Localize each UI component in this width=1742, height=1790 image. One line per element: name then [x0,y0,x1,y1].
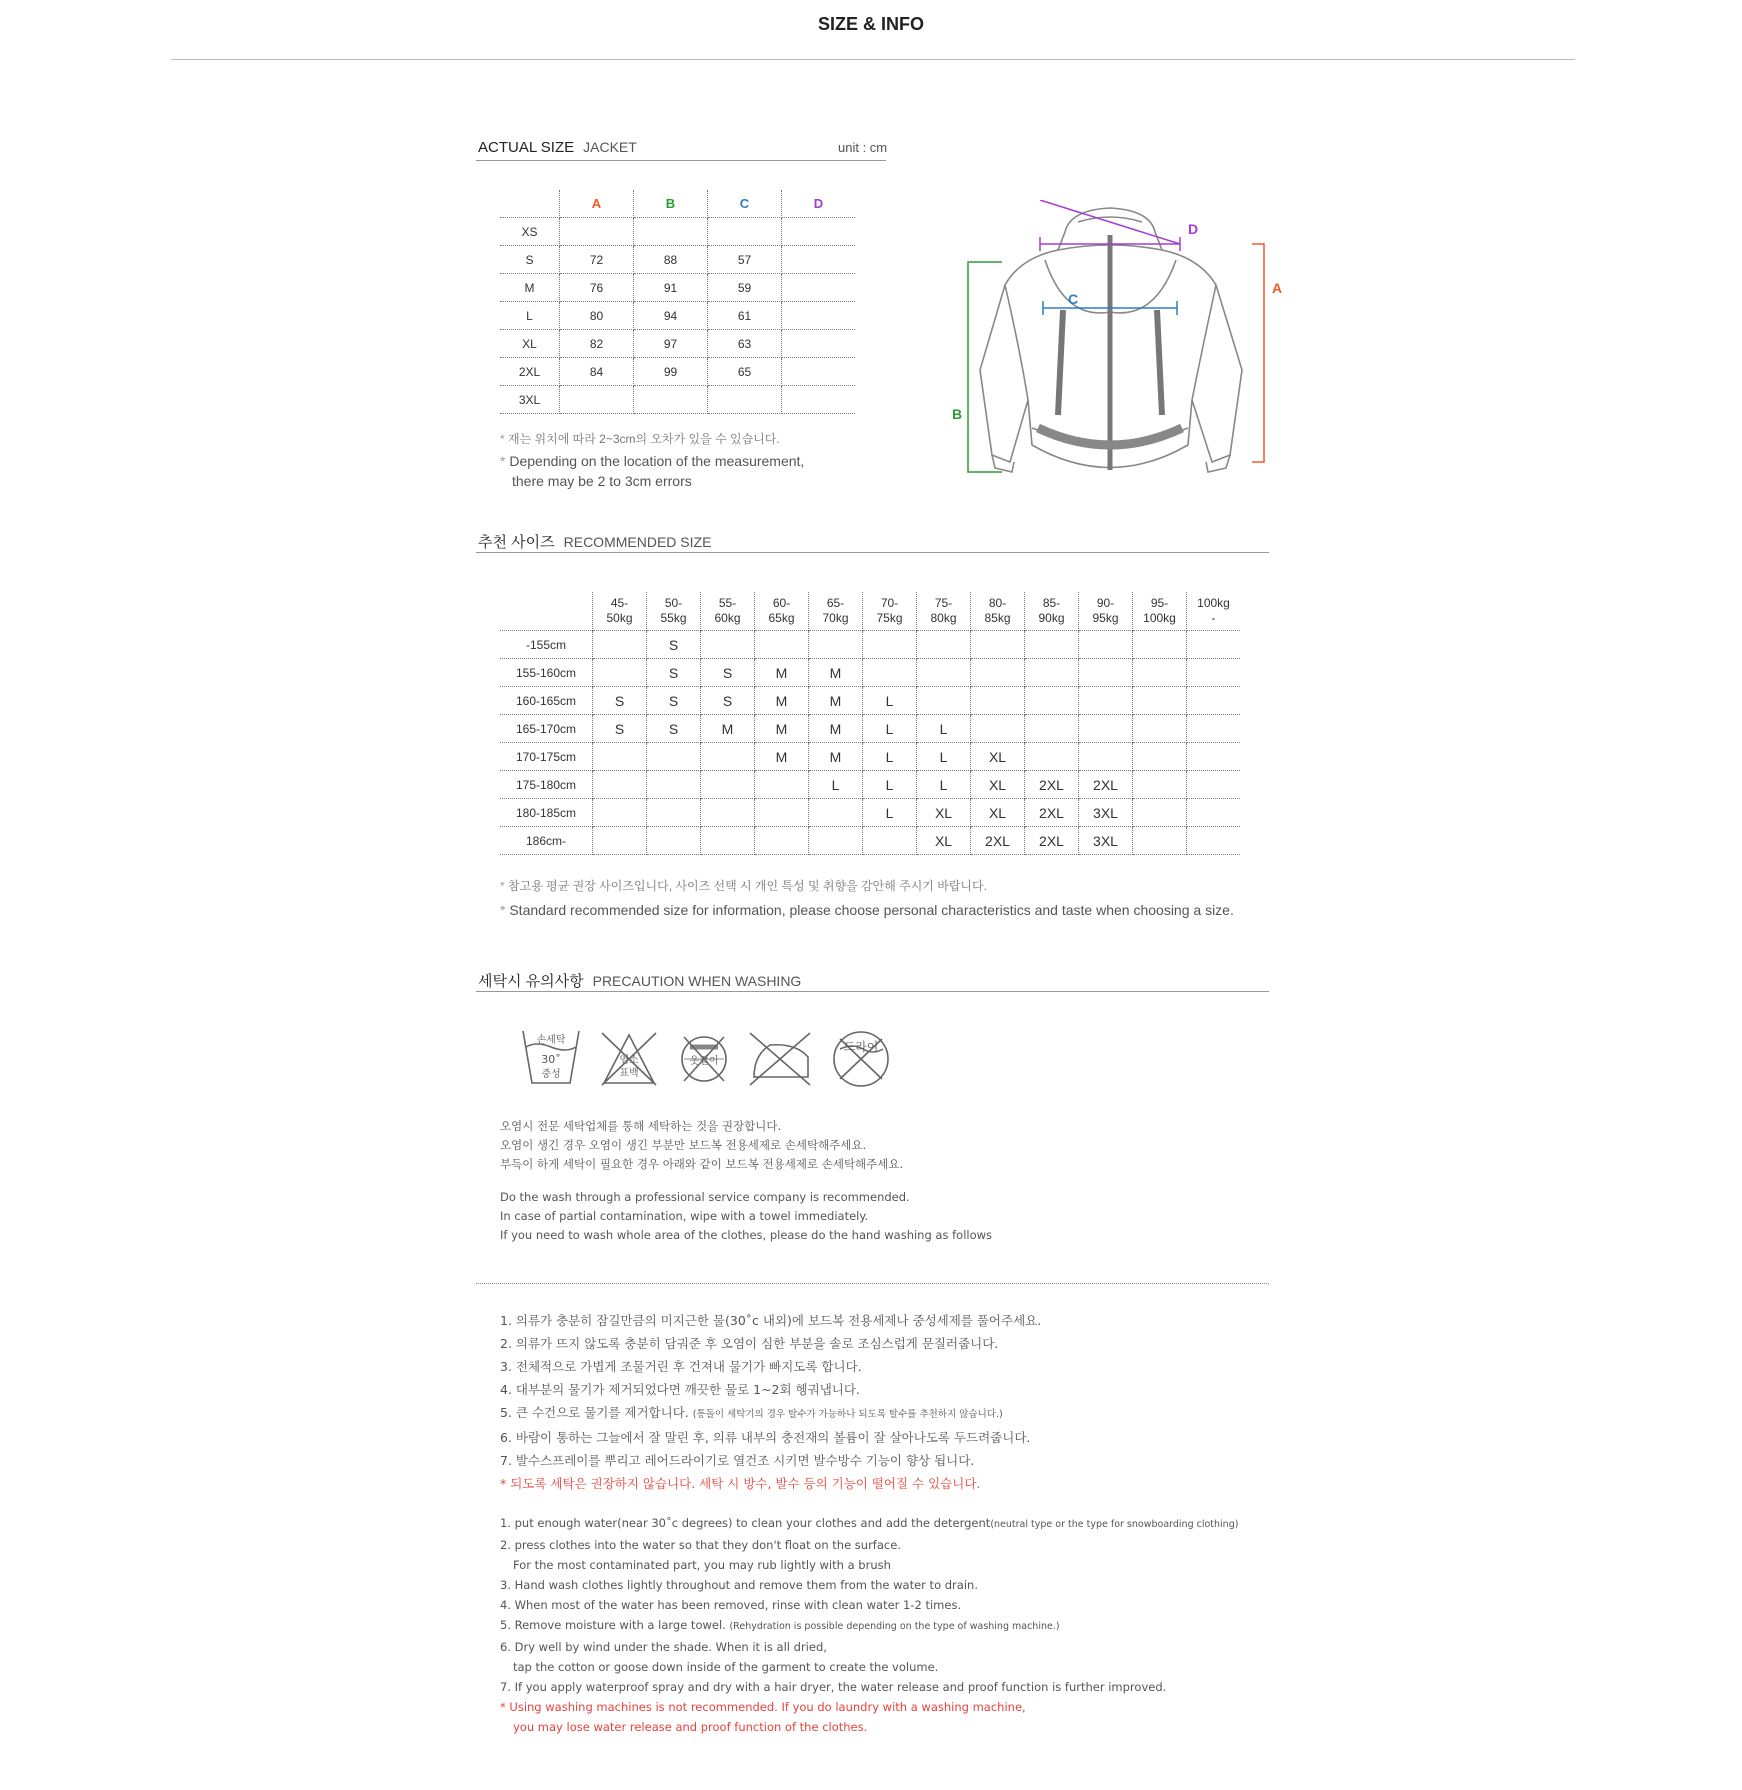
weight-header: 90- 95kg [1079,592,1133,631]
table-row [500,274,855,302]
weight-header: 70- 75kg [863,592,917,631]
size-cell [1187,827,1241,855]
size-cell [701,771,755,799]
recommended-heading [478,531,711,552]
weight-header: 45- 50kg [593,592,647,631]
size-cell [1025,659,1079,687]
value-c: 57 [708,246,782,274]
warning-en-2: you may lose water release and proof function of the clothes. [513,1720,868,1734]
size-cell: 3XL [1079,827,1133,855]
size-cell [1133,743,1187,771]
washing-intro-en: Do the wash through a professional service company is recommended. In case of partial contamination, wipe with a towel immediately. If you need to wash whole area of the clothes, please do the hand washing as follows [500,1190,993,1242]
height-label: 160-165cm [500,687,593,715]
step-en-1: 1. put enough water(near 30˚c degrees) to clean your clothes and add the detergent(neutral type or the type for snowboarding clothing) [500,1516,1239,1530]
size-cell: XL [971,799,1025,827]
step-ko-5: 5. 큰 수건으로 물기를 제거합니다. (통돌이 세탁기의 경우 탈수가 가능하나 되도록 탈수를 추천하지 않습니다.) [500,1405,1003,1420]
recommended-note-en: * Standard recommended size for information, please choose personal characteristics and taste when choosing a size. [500,902,1234,918]
handwash-icon: 손세탁 [536,1035,566,1046]
size-cell: 2XL [1025,771,1079,799]
size-cell [647,743,701,771]
size-label: XS [500,218,560,246]
weight-header: 55- 60kg [701,592,755,631]
size-cell [1025,631,1079,659]
washing-steps-ko [500,1309,1041,1495]
size-cell [1133,659,1187,687]
size-cell: XL [971,743,1025,771]
value-a: 76 [560,274,634,302]
size-cell [863,827,917,855]
size-cell [1079,631,1133,659]
actual-size-rule [476,160,886,161]
table-row [500,302,855,330]
size-cell [917,631,971,659]
value-a [560,218,634,246]
size-cell: 3XL [1079,799,1133,827]
value-b: 99 [634,358,708,386]
value-a [560,386,634,414]
size-cell: 2XL [1079,771,1133,799]
column-header-b: B [634,190,708,218]
size-cell: S [701,659,755,687]
size-cell: M [755,715,809,743]
size-label: L [500,302,560,330]
actual-size-table [500,190,855,414]
size-label: M [500,274,560,302]
actual-size-heading [478,139,637,157]
value-d [782,246,856,274]
step-en-7: 7. If you apply waterproof spray and dry with a hair dryer, the water release and proof function is further improved. [500,1680,1167,1694]
height-label: 165-170cm [500,715,593,743]
jacket-diagram [950,200,1290,485]
table-row [500,799,1240,827]
size-cell [593,799,647,827]
value-d [782,274,856,302]
value-b: 88 [634,246,708,274]
recommended-size-table [500,592,1240,855]
step-ko-4: 4. 대부분의 물기가 제거되었다면 깨끗한 물로 1~2회 헹궈냅니다. [500,1382,860,1397]
size-cell [809,827,863,855]
size-cell [971,687,1025,715]
washing-heading [478,970,801,991]
no-dryclean-icon: 드라이 [843,1040,879,1054]
value-b [634,386,708,414]
table-row [500,386,855,414]
size-cell: S [647,715,701,743]
size-cell: M [809,659,863,687]
corner-cell [500,190,560,218]
size-cell [1025,687,1079,715]
size-cell: S [647,659,701,687]
step-ko-6: 6. 바람이 통하는 그늘에서 잘 말린 후, 의류 내부의 충전재의 볼륨이 잘 살아나도록 두드려줍니다. [500,1430,1031,1445]
step-ko-3: 3. 전체적으로 가볍게 조물거린 후 건져내 물기가 빠지도록 합니다. [500,1359,862,1374]
actual-size-note-en: * Depending on the location of the measurement, there may be 2 to 3cm errors [500,453,805,489]
washing-intro-ko: 오염시 전문 세탁업체를 통해 세탁하는 것을 권장합니다. 오염이 생긴 경우 오염이 생긴 부분만 보드복 전용세제로 손세탁해주세요. 부득이 하게 세탁이 필요한 경우 아래와 같이 보드복 전용세제로 손세탁해주세요. [500,1119,904,1171]
title-divider [171,59,1575,60]
value-b: 94 [634,302,708,330]
size-cell: S [701,687,755,715]
weight-header: 85- 90kg [1025,592,1079,631]
value-c: 61 [708,302,782,330]
value-a: 72 [560,246,634,274]
size-cell: L [863,799,917,827]
value-d [782,302,856,330]
height-label: 175-180cm [500,771,593,799]
table-row [500,715,1240,743]
value-c: 65 [708,358,782,386]
size-cell [647,799,701,827]
table-row [500,246,855,274]
size-cell [1133,827,1187,855]
size-cell: S [647,687,701,715]
size-cell [809,631,863,659]
size-cell [593,743,647,771]
size-cell [1187,743,1241,771]
table-row [500,330,855,358]
no-bleach-icon: 염소 [619,1055,639,1066]
table-row [500,827,1240,855]
column-header-d: D [782,190,856,218]
size-cell: M [809,687,863,715]
size-cell [971,659,1025,687]
size-cell [1187,687,1241,715]
size-cell [1133,631,1187,659]
weight-header: 60- 65kg [755,592,809,631]
size-cell [593,827,647,855]
size-cell [917,659,971,687]
table-row [500,687,1240,715]
size-cell [1133,799,1187,827]
value-b: 91 [634,274,708,302]
size-cell [917,687,971,715]
value-c [708,218,782,246]
value-c [708,386,782,414]
weight-header: 95- 100kg [1133,592,1187,631]
size-cell [1187,771,1241,799]
value-a: 84 [560,358,634,386]
size-cell [863,659,917,687]
height-label: -155cm [500,631,593,659]
step-ko-1: 1. 의류가 충분히 잠길만큼의 미지근한 물(30˚c 내외)에 보드복 전용세제나 중성세제를 풀어주세요. [500,1313,1042,1328]
size-cell: M [755,659,809,687]
value-b [634,218,708,246]
size-cell [1079,743,1133,771]
weight-header: 75- 80kg [917,592,971,631]
size-cell [593,659,647,687]
height-label: 180-185cm [500,799,593,827]
table-row [500,771,1240,799]
value-a: 80 [560,302,634,330]
actual-size-title: ACTUAL SIZE [478,139,575,156]
value-d [782,386,856,414]
step-en-6: 6. Dry well by wind under the shade. When it is all dried, [500,1640,827,1654]
handwash-neutral-label: 중성 [541,1069,561,1080]
size-cell [755,827,809,855]
step-en-5: 5. Remove moisture with a large towel. (Rehydration is possible depending on the type of washing machine.) [500,1618,1060,1632]
size-cell [809,799,863,827]
size-cell [1079,715,1133,743]
washing-rule [476,991,1269,992]
size-cell [971,631,1025,659]
page-title: SIZE & INFO [817,14,924,34]
step-ko-7: 7. 발수스프레이를 뿌리고 레어드라이기로 열건조 시키면 발수방수 기능이 향상 됩니다. [500,1453,975,1468]
value-c: 59 [708,274,782,302]
column-header-a: A [560,190,634,218]
size-cell: XL [917,799,971,827]
size-cell: 2XL [971,827,1025,855]
size-cell: M [755,743,809,771]
size-cell: S [593,687,647,715]
size-cell [1187,659,1241,687]
size-cell: L [917,771,971,799]
size-cell: M [701,715,755,743]
recommended-note-ko: * 참고용 평균 권장 사이즈입니다, 사이즈 선택 시 개인 특성 및 취향을 감안해 주시기 바랍니다. [500,879,987,893]
size-cell: 2XL [1025,827,1079,855]
size-cell [1187,799,1241,827]
size-cell: L [917,743,971,771]
weight-header: 50- 55kg [647,592,701,631]
size-cell [1187,631,1241,659]
size-cell [1133,771,1187,799]
size-label: 3XL [500,386,560,414]
size-cell [1133,715,1187,743]
table-row [500,358,855,386]
size-cell: M [809,715,863,743]
actual-size-note-ko: * 재는 위치에 따라 2~3cm의 오차가 있을 수 있습니다. [500,432,780,446]
size-label: S [500,246,560,274]
size-cell [755,799,809,827]
size-cell [593,631,647,659]
actual-size-header-row [500,190,855,218]
size-cell: L [863,687,917,715]
unit-label: unit : cm [838,140,888,155]
height-label: 170-175cm [500,743,593,771]
size-label: 2XL [500,358,560,386]
size-cell [1079,687,1133,715]
column-header-c: C [708,190,782,218]
size-cell [593,771,647,799]
weight-header-row [500,592,1240,631]
size-label: XL [500,330,560,358]
size-cell [701,631,755,659]
actual-size-subtitle: JACKET [583,139,637,155]
diagram-label-a: A [1272,280,1283,296]
washing-divider [476,1283,1269,1284]
washing-title-ko: 세탁시 유의사항 [478,973,584,990]
table-row [500,743,1240,771]
weight-header: 100kg - [1187,592,1241,631]
value-a: 82 [560,330,634,358]
size-cell [1133,687,1187,715]
step-en-2b: For the most contaminated part, you may rub lightly with a brush [513,1558,891,1572]
size-cell [647,771,701,799]
table-row [500,631,1240,659]
recommended-title-en: RECOMMENDED SIZE [563,534,712,550]
washing-steps-en [500,1513,1238,1737]
size-cell [701,743,755,771]
size-cell: S [593,715,647,743]
recommended-title-ko: 추천 사이즈 [478,534,555,551]
size-cell: S [647,631,701,659]
no-hanger-icon: 옷걸이 [689,1056,719,1067]
size-cell: M [755,687,809,715]
step-en-3: 3. Hand wash clothes lightly throughout and remove them from the water to drain. [500,1578,978,1592]
step-en-2: 2. press clothes into the water so that they don't float on the surface. [500,1538,901,1552]
corner-cell [500,592,593,631]
size-cell: L [863,715,917,743]
size-cell [701,799,755,827]
step-en-6b: tap the cotton or goose down inside of the garment to create the volume. [513,1660,939,1674]
size-cell: XL [917,827,971,855]
size-cell [863,631,917,659]
no-bleach-label-2: 표백 [619,1068,639,1079]
value-d [782,358,856,386]
size-cell: L [917,715,971,743]
table-row [500,218,855,246]
size-cell [755,631,809,659]
size-cell [701,827,755,855]
handwash-temp-label: 30˚ [541,1053,561,1066]
warning-en-1: * Using washing machines is not recommended. If you do laundry with a washing machine, [500,1700,1026,1714]
size-cell: L [809,771,863,799]
size-cell: M [809,743,863,771]
size-cell: 2XL [1025,799,1079,827]
size-cell [1025,715,1079,743]
size-cell: L [863,771,917,799]
warning-ko: * 되도록 세탁은 권장하지 않습니다. 세탁 시 방수, 발수 등의 기능이 떨어질 수 있습니다. [500,1476,981,1491]
size-cell [971,715,1025,743]
size-cell [647,827,701,855]
height-label: 155-160cm [500,659,593,687]
value-b: 97 [634,330,708,358]
table-row [500,659,1240,687]
height-label: 186cm- [500,827,593,855]
size-cell: L [863,743,917,771]
size-cell: XL [971,771,1025,799]
value-c: 63 [708,330,782,358]
size-cell [1187,715,1241,743]
size-cell [1025,743,1079,771]
diagram-label-c: C [1068,291,1079,307]
weight-header: 65- 70kg [809,592,863,631]
value-d [782,330,856,358]
step-en-4: 4. When most of the water has been removed, rinse with clean water 1-2 times. [500,1598,962,1612]
size-cell [755,771,809,799]
diagram-label-d: D [1188,221,1199,237]
washing-title-en: PRECAUTION WHEN WASHING [592,973,802,989]
value-d [782,218,856,246]
step-ko-2: 2. 의류가 뜨지 않도록 충분히 담궈준 후 오염이 심한 부분을 솔로 조심스럽게 문질러줍니다. [500,1336,999,1351]
recommended-rule [476,552,1269,553]
weight-header: 80- 85kg [971,592,1025,631]
diagram-label-b: B [952,406,963,422]
care-icons [518,1025,898,1090]
size-cell [1079,659,1133,687]
